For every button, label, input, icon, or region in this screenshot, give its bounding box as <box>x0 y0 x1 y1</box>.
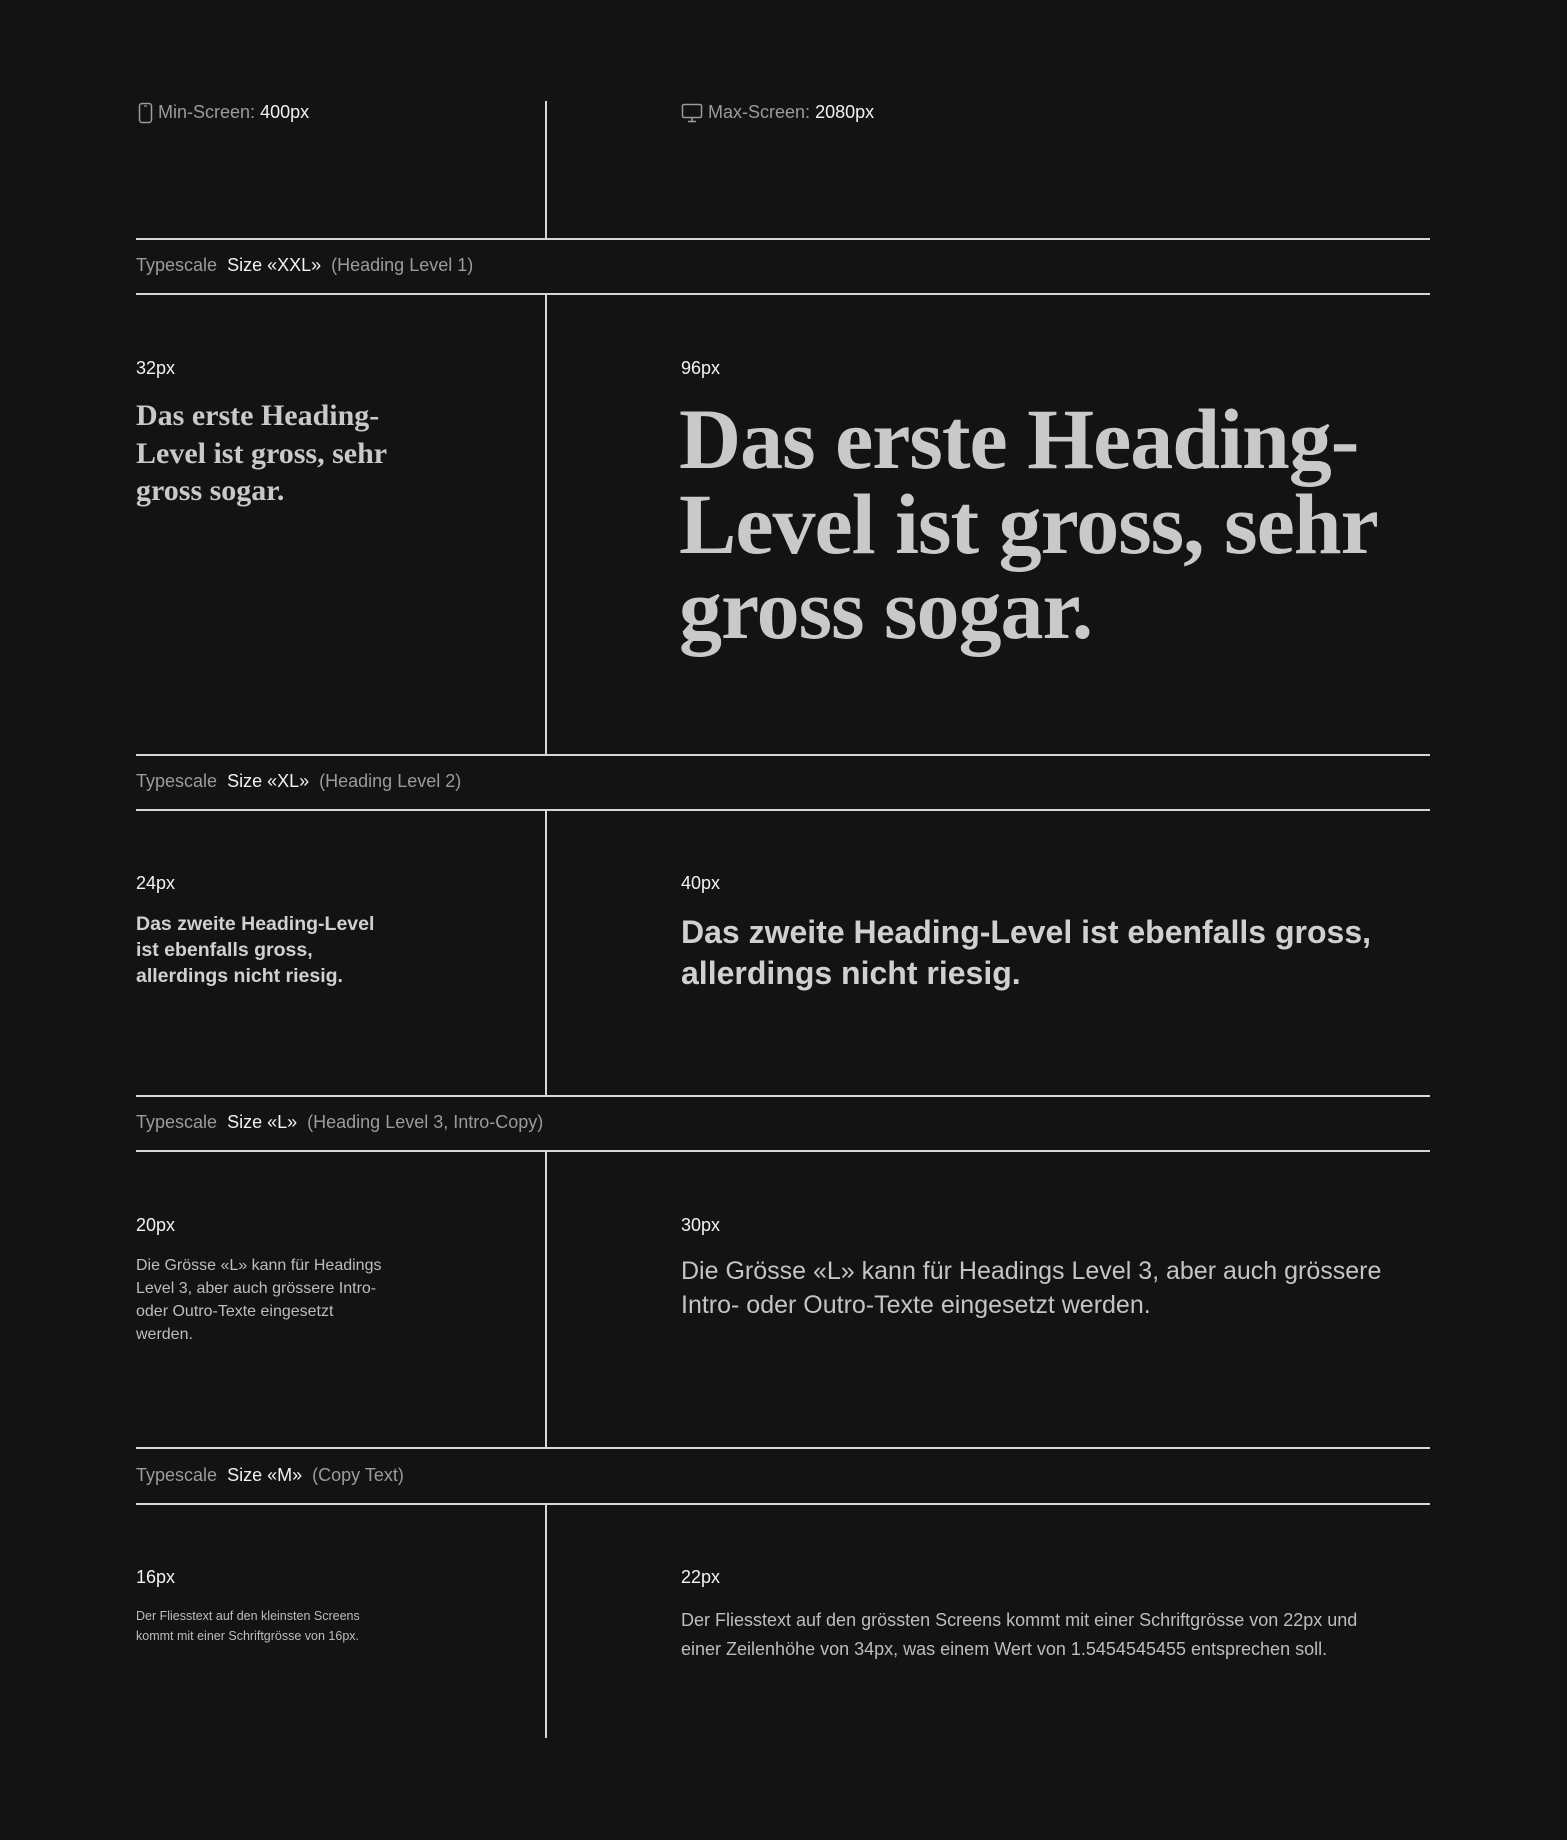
text-line: gross sogar. <box>136 474 285 507</box>
divider <box>136 238 1430 240</box>
divider <box>136 293 1430 295</box>
max-size-value: 40px <box>681 873 721 893</box>
max-screen-info <box>681 102 874 123</box>
text-line: Die Grösse «L» kann für Headings <box>136 1257 382 1274</box>
typescale-size: Size «XL» <box>227 771 310 791</box>
text-line: allerdings nicht riesig. <box>136 965 343 987</box>
typescale-prefix: Typescale <box>136 1112 218 1132</box>
min-size-value: 32px <box>136 358 176 378</box>
min-size-value: 24px <box>136 873 176 893</box>
typescale-size: Size «L» <box>227 1112 298 1132</box>
max-size-value: 22px <box>681 1567 721 1587</box>
typescale-label-xxl <box>136 255 473 276</box>
typescale-prefix: Typescale <box>136 1465 218 1485</box>
typescale-label-l <box>136 1112 543 1133</box>
typescale-prefix: Typescale <box>136 771 218 791</box>
column-divider <box>545 101 547 238</box>
phone-icon <box>138 102 153 122</box>
text-line: Das zweite Heading-Level <box>136 913 375 935</box>
divider <box>136 1503 1430 1505</box>
text-line: Level ist gross, sehr <box>679 476 1378 572</box>
typescale-label-xl <box>136 771 461 792</box>
typescale-size: Size «XXL» <box>227 255 322 275</box>
column-divider <box>545 293 547 754</box>
text-line: Der Fliesstext auf den kleinsten Screens <box>136 1609 360 1623</box>
size-m-sample-min <box>136 1606 360 1646</box>
text-line: Das zweite Heading-Level ist ebenfalls gross, <box>681 914 1371 950</box>
divider <box>136 1447 1430 1449</box>
heading-2-sample-min <box>136 911 374 989</box>
text-line: allerdings nicht riesig. <box>681 955 1021 991</box>
typescale-note: (Copy Text) <box>312 1465 404 1485</box>
divider <box>136 1095 1430 1097</box>
typescale-note: (Heading Level 2) <box>319 771 462 791</box>
min-screen-label: Min-Screen: <box>158 102 256 122</box>
max-screen-value: 2080px <box>815 102 875 122</box>
max-size-value: 30px <box>681 1215 721 1235</box>
min-screen-info <box>138 102 309 124</box>
typescale-note: (Heading Level 1) <box>331 255 474 275</box>
divider <box>136 1150 1430 1152</box>
column-divider <box>545 809 547 1095</box>
typescale-note: (Heading Level 3, Intro-Copy) <box>307 1112 544 1132</box>
column-divider <box>545 1503 547 1738</box>
divider <box>136 754 1430 756</box>
text-line: Level ist gross, sehr <box>136 436 388 470</box>
heading-1-sample-min <box>136 397 387 510</box>
text-line: Das erste Heading- <box>679 391 1359 487</box>
text-line: oder Outro-Texte eingesetzt <box>136 1303 334 1320</box>
min-size-value: 16px <box>136 1567 176 1587</box>
min-screen-value: 400px <box>260 102 310 122</box>
text-line: Die Grösse «L» kann für Headings Level 3, aber auch grössere <box>681 1257 1382 1285</box>
text-line: werden. <box>136 1326 193 1343</box>
heading-2-sample-max <box>681 912 1371 994</box>
text-line: gross sogar. <box>679 561 1093 657</box>
text-line: Level 3, aber auch grössere Intro- <box>136 1280 377 1297</box>
monitor-icon <box>681 102 703 122</box>
size-l-sample-min <box>136 1254 381 1346</box>
text-line: kommt mit einer Schriftgrösse von 16px. <box>136 1629 359 1643</box>
text-line: einer Zeilenhöhe von 34px, was einem Wert von 1.5454545455 entsprechen soll. <box>681 1639 1328 1659</box>
typescale-label-m <box>136 1465 404 1486</box>
text-line: Das erste Heading- <box>136 399 380 432</box>
text-line: ist ebenfalls gross, <box>136 939 313 961</box>
size-m-sample-max <box>681 1606 1357 1664</box>
text-line: Der Fliesstext auf den grössten Screens kommt mit einer Schriftgrösse von 22px und <box>681 1610 1358 1630</box>
divider <box>136 809 1430 811</box>
max-size-value: 96px <box>681 358 721 378</box>
typescale-prefix: Typescale <box>136 255 218 275</box>
typescale-size: Size «M» <box>227 1465 303 1485</box>
max-screen-label: Max-Screen: <box>708 102 811 122</box>
text-line: Intro- oder Outro-Texte eingesetzt werden. <box>681 1291 1151 1319</box>
size-l-sample-max <box>681 1254 1381 1322</box>
column-divider <box>545 1150 547 1447</box>
heading-1-sample-max <box>679 391 1378 657</box>
min-size-value: 20px <box>136 1215 176 1235</box>
